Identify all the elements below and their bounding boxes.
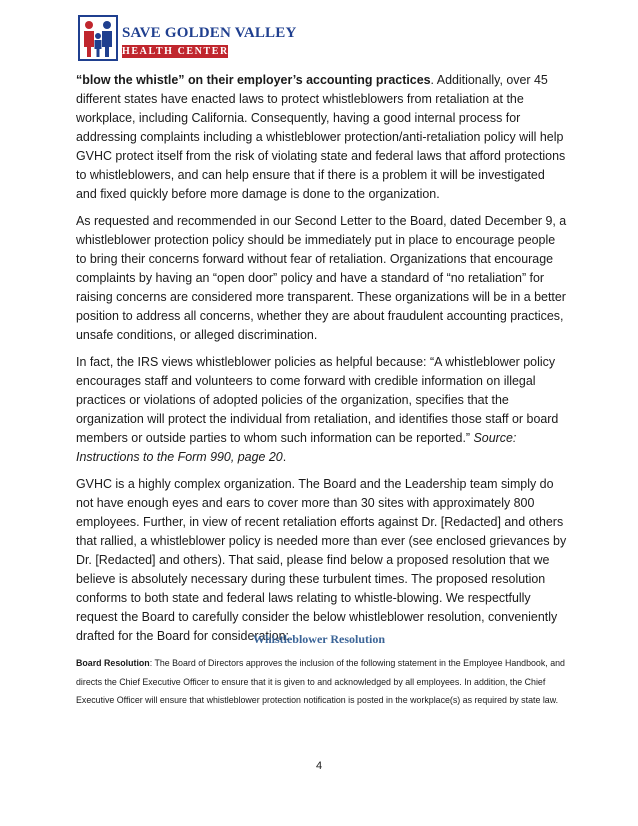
paragraph-4: GVHC is a highly complex organization. The Board and the Leadership team simply do not have enough eyes and ears to cover more than 30 sites with approximately 800 employees. Further, in view of recent retaliation efforts against Dr. [Redacted] and others that rallied, a whistleblower policy is needed more than ever (see enclosed grievances by Dr. [Redacted] and others). That said, please find below a proposed resolution that we believe is absolutely necessary during these turbulent times. The proposed resolution conforms to both state and federal laws relating to whistle-blowing. We respectfully request the Board to carefully consider the below whistleblower resolution, conveniently drafted for the Board for consideration:: [76, 477, 567, 643]
paragraph-1-text: . Additionally, over 45 different states have enacted laws to protect whistleblowers from retaliation at the workplace, including California. Consequently, having a good internal process for addressing complaints including a whistleblower protection/anti-retaliation policy will help GVHC protect itself from the risk of violating state and federal laws that afford protections to whistleblowers, and can help ensure that if there is a problem it will be investigated and fixed quickly before more damage is done to the organization.: [76, 73, 566, 201]
paragraph-1-bold-lead: “blow the whistle” on their employer’s accounting practices: [76, 73, 431, 87]
logo-title: SAVE GOLDEN VALLEY: [122, 25, 297, 41]
letter-body: [76, 71, 568, 654]
resolution-paragraph: [76, 654, 570, 710]
family-emblem-icon: [78, 15, 118, 61]
paragraph-3: [76, 353, 568, 467]
paragraph-3-text: In fact, the IRS views whistleblower policies as helpful because: “A whistleblower policy encourages staff and volunteers to come forward with credible information on illegal practices or violations of adopted policies of the organization, specifies that the organization will protect the individual from retaliation, and identifies those staff or board members or outside parties to whom such information can be reported.”: [76, 355, 559, 445]
resolution-label: Board Resolution: [76, 658, 150, 668]
paragraph-3-end: .: [282, 450, 287, 464]
page-number: 4: [315, 760, 323, 772]
paragraph-3-source: Source: Instructions to the Form 990, page 20: [76, 431, 517, 464]
logo-subtitle: HEALTH CENTERS: [122, 46, 237, 57]
organization-logo: [78, 15, 297, 63]
paragraph-2: As requested and recommended in our Second Letter to the Board, dated December 9, a whistleblower protection policy should be immediately put in place to encourage people to bring their concerns forward without fear of retaliation. Organizations that encourage complaints by having an “open door” policy and have a standard of “no retaliation” for raising concerns are considered more transparent. These organizations will be in a better position to address all concerns, whether they are about fraudulent accounting practices, unsafe conditions, or alleged discrimination.: [76, 214, 567, 342]
resolution-text: : The Board of Directors approves the inclusion of the following statement in the Employee Handbook, and directs the Chief Executive Officer to ensure that it is given to and acknowledged by all employees. In addition, the Chief Executive Officer will ensure that whistleblower protection notification is posted in the workplace(s) as required by state law.: [76, 658, 565, 705]
paragraph-1: [76, 71, 568, 204]
resolution-heading: Whistleblower Resolution: [252, 632, 386, 646]
resolution-block: [76, 654, 570, 710]
